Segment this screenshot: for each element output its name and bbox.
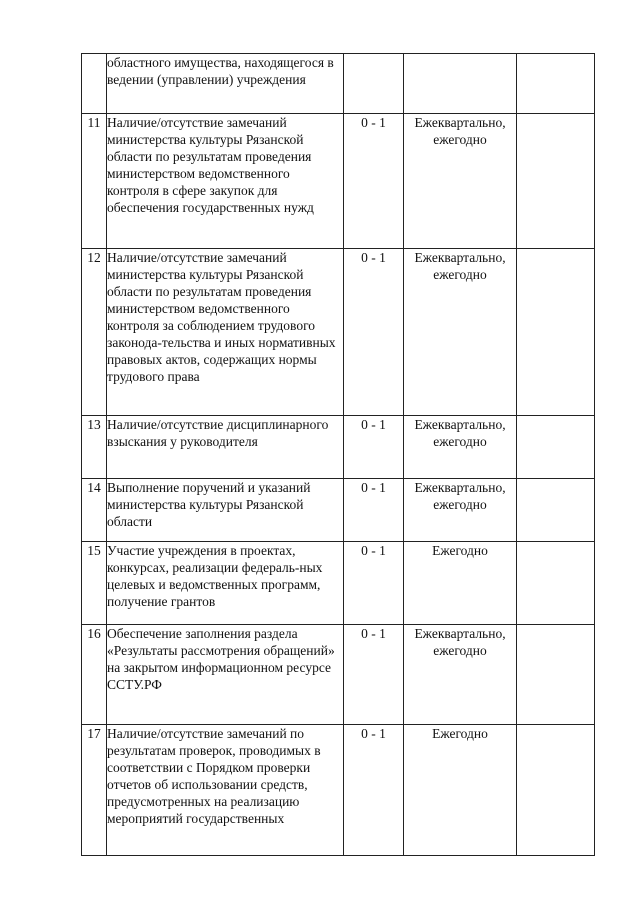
empty-cell bbox=[517, 416, 595, 479]
criterion-text: Участие учреждения в проектах, конкурсах, реализации федераль-ных целевых и ведомственных программ, получение грантов bbox=[107, 542, 344, 625]
score-range: 0 - 1 bbox=[344, 542, 404, 625]
table-row bbox=[82, 249, 595, 416]
table-row bbox=[82, 416, 595, 479]
criterion-text: Наличие/отсутствие замечаний по результатам проверок, проводимых в соответствии с Порядком проверки отчетов об использовании средств, предусмотренных на реализацию мероприятий государственных bbox=[107, 725, 344, 856]
table-row bbox=[82, 114, 595, 249]
row-number: 13 bbox=[82, 416, 107, 479]
row-number: 16 bbox=[82, 625, 107, 725]
row-number bbox=[82, 54, 107, 114]
score-range: 0 - 1 bbox=[344, 249, 404, 416]
criterion-text: Обеспечение заполнения раздела «Результаты рассмотрения обращений» на закрытом информационном ресурсе ССТУ.РФ bbox=[107, 625, 344, 725]
score-range: 0 - 1 bbox=[344, 416, 404, 479]
frequency: Ежеквартально, ежегодно bbox=[404, 416, 517, 479]
empty-cell bbox=[517, 725, 595, 856]
frequency: Ежегодно bbox=[404, 542, 517, 625]
empty-cell bbox=[517, 479, 595, 542]
criterion-text: областного имущества, находящегося в ведении (управлении) учреждения bbox=[107, 54, 344, 114]
row-number: 12 bbox=[82, 249, 107, 416]
row-number: 15 bbox=[82, 542, 107, 625]
empty-cell bbox=[517, 625, 595, 725]
score-range bbox=[344, 54, 404, 114]
criterion-text: Наличие/отсутствие дисциплинарного взыскания у руководителя bbox=[107, 416, 344, 479]
row-number: 17 bbox=[82, 725, 107, 856]
criterion-text: Выполнение поручений и указаний министерства культуры Рязанской области bbox=[107, 479, 344, 542]
table-row bbox=[82, 54, 595, 114]
score-range: 0 - 1 bbox=[344, 625, 404, 725]
frequency bbox=[404, 54, 517, 114]
frequency: Ежеквартально, ежегодно bbox=[404, 249, 517, 416]
empty-cell bbox=[517, 542, 595, 625]
score-range: 0 - 1 bbox=[344, 725, 404, 856]
table-row bbox=[82, 542, 595, 625]
frequency: Ежегодно bbox=[404, 725, 517, 856]
empty-cell bbox=[517, 114, 595, 249]
frequency: Ежеквартально, ежегодно bbox=[404, 114, 517, 249]
frequency: Ежеквартально, ежегодно bbox=[404, 479, 517, 542]
empty-cell bbox=[517, 54, 595, 114]
criterion-text: Наличие/отсутствие замечаний министерства культуры Рязанской области по результатам проведения министерством ведомственного контроля в сфере закупок для обеспечения государственных нужд bbox=[107, 114, 344, 249]
score-range: 0 - 1 bbox=[344, 114, 404, 249]
row-number: 11 bbox=[82, 114, 107, 249]
criterion-text: Наличие/отсутствие замечаний министерства культуры Рязанской области по результатам проведения министерством ведомственного контроля за соблюдением трудового законода-тельства и иных нормативных правовых актов, содержащих нормы трудового права bbox=[107, 249, 344, 416]
table-row bbox=[82, 625, 595, 725]
criteria-table bbox=[81, 53, 595, 856]
table-row bbox=[82, 725, 595, 856]
table-row bbox=[82, 479, 595, 542]
empty-cell bbox=[517, 249, 595, 416]
score-range: 0 - 1 bbox=[344, 479, 404, 542]
row-number: 14 bbox=[82, 479, 107, 542]
frequency: Ежеквартально, ежегодно bbox=[404, 625, 517, 725]
